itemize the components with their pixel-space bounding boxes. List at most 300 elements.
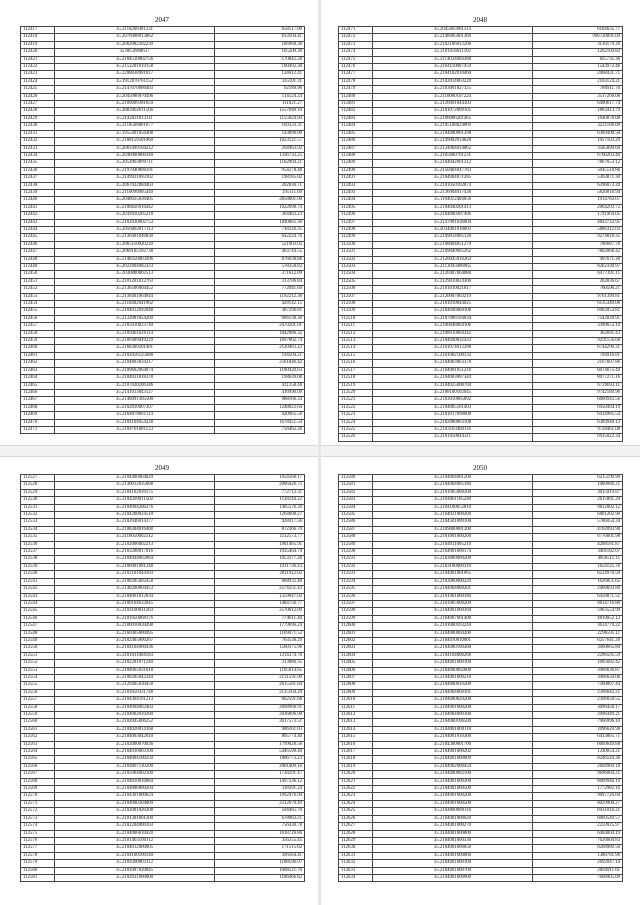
coordinate-cell: 35.2104031018378 bbox=[55, 375, 215, 382]
coordinate-cell: 35.2120045016263 bbox=[373, 256, 533, 263]
value-cell: 335101.31 bbox=[215, 78, 305, 85]
coordinate-cell: 35.2104803034317 bbox=[55, 360, 215, 367]
value-cell: 294963.92 bbox=[215, 145, 305, 152]
coordinate-cell: 35.2102106012206 bbox=[373, 41, 533, 48]
row-id-cell: 112448 bbox=[21, 256, 55, 263]
row-id-cell: 112571 bbox=[21, 800, 55, 807]
table-row bbox=[339, 434, 623, 441]
row-id-cell: 112504 bbox=[339, 271, 373, 278]
row-id-cell: 112432 bbox=[21, 138, 55, 145]
coordinate-cell: 35.2101050102074 bbox=[373, 182, 533, 189]
row-id-cell: 112484 bbox=[339, 123, 373, 130]
row-id-cell: 112511 bbox=[339, 323, 373, 330]
table-row bbox=[21, 512, 305, 519]
table-row bbox=[21, 815, 305, 822]
row-id-cell: 112541 bbox=[21, 578, 55, 585]
coordinate-cell: 35.2082082202239 bbox=[55, 41, 215, 48]
table-row bbox=[21, 256, 305, 263]
row-id-cell: 112454 bbox=[21, 301, 55, 308]
coordinate-cell: 35.2101011004183 bbox=[55, 652, 215, 659]
row-id-cell: 112614 bbox=[339, 726, 373, 733]
row-id-cell: 112630 bbox=[339, 845, 373, 852]
coordinate-cell: 35.2153201019158 bbox=[55, 64, 215, 71]
value-cell: 111021.27 bbox=[215, 101, 305, 108]
value-cell: 2135104.20 bbox=[215, 689, 305, 696]
value-cell: 760596.21 bbox=[533, 286, 623, 293]
value-cell: 2064293.72 bbox=[533, 204, 623, 211]
row-id-cell: 112446 bbox=[21, 241, 55, 248]
value-cell: 421258.48 bbox=[215, 382, 305, 389]
row-id-cell: 112558 bbox=[21, 704, 55, 711]
value-cell: 2396642.21 bbox=[533, 689, 623, 696]
row-id-cell: 112487 bbox=[339, 145, 373, 152]
table-row bbox=[339, 519, 623, 526]
coordinate-cell: 35.2045803081314 bbox=[373, 27, 533, 34]
coordinate-cell: 35.2108205002458 bbox=[55, 578, 215, 585]
value-cell: 2131591.90 bbox=[215, 674, 305, 681]
row-id-cell: 112441 bbox=[21, 204, 55, 211]
coordinate-cell: 35.2104001000009 bbox=[373, 756, 533, 763]
value-cell: 6257641.26 bbox=[533, 637, 623, 644]
value-cell: 2470201.01 bbox=[215, 323, 305, 330]
table-row bbox=[339, 704, 623, 711]
table-row bbox=[21, 704, 305, 711]
value-cell: 3390653.10 bbox=[533, 323, 623, 330]
column-divider bbox=[318, 0, 321, 905]
value-cell: 171515.62 bbox=[215, 845, 305, 852]
table-row bbox=[339, 682, 623, 689]
value-cell: 2084911.61 bbox=[533, 867, 623, 874]
table-row bbox=[339, 108, 623, 115]
row-id-cell: 112597 bbox=[339, 600, 373, 607]
value-cell: 2561846.42 bbox=[215, 360, 305, 367]
table-row bbox=[339, 338, 623, 345]
value-cell: 988166.34 bbox=[215, 397, 305, 404]
row-id-cell: 112567 bbox=[21, 771, 55, 778]
value-cell: 786687.76 bbox=[533, 241, 623, 248]
table-row bbox=[21, 426, 305, 433]
table-row bbox=[339, 697, 623, 704]
table-title: 2050 bbox=[473, 464, 487, 472]
value-cell: 1169471.52 bbox=[215, 630, 305, 637]
coordinate-cell: 35.2208838981817 bbox=[55, 71, 215, 78]
table-row bbox=[339, 571, 623, 578]
table-row bbox=[339, 93, 623, 100]
coordinate-cell: 35.2076908913862 bbox=[55, 34, 215, 41]
value-cell: 4819052.13 bbox=[533, 615, 623, 622]
row-id-cell: 112520 bbox=[339, 389, 373, 396]
table-row bbox=[339, 778, 623, 785]
row-id-cell: 112600 bbox=[339, 623, 373, 630]
row-id-cell: 112449 bbox=[21, 264, 55, 271]
table-row bbox=[339, 367, 623, 374]
value-cell: 772041.69 bbox=[215, 286, 305, 293]
value-cell: 9274818.35 bbox=[533, 234, 623, 241]
value-cell: 428142.15 bbox=[215, 301, 305, 308]
value-cell: 2858001.00 bbox=[215, 197, 305, 204]
table-row bbox=[339, 563, 623, 570]
row-id-cell: 112437 bbox=[21, 175, 55, 182]
row-id-cell: 112589 bbox=[339, 541, 373, 548]
coordinate-cell: 35.2104501000100 bbox=[373, 519, 533, 526]
value-cell: 143890.00 bbox=[215, 130, 305, 137]
value-cell: 633104.41 bbox=[215, 34, 305, 41]
coordinate-cell: 35.2101050068176 bbox=[55, 615, 215, 622]
coordinate-cell: 35.2104001000060 bbox=[373, 852, 533, 859]
row-id-cell: 112461 bbox=[21, 352, 55, 359]
value-cell: 658517.00 bbox=[215, 27, 305, 34]
table-row bbox=[21, 756, 305, 763]
coordinate-cell: 35.2102001020208 bbox=[55, 808, 215, 815]
coordinate-cell: 35.2104000100300 bbox=[373, 645, 533, 652]
table-row bbox=[21, 712, 305, 719]
value-cell: 8262330.97 bbox=[533, 264, 623, 271]
row-id-cell: 112563 bbox=[21, 741, 55, 748]
table-row bbox=[21, 175, 305, 182]
table-row bbox=[339, 652, 623, 659]
coordinate-cell: 35.2056002017113 bbox=[55, 226, 215, 233]
coordinate-cell: 35.2150404047783 bbox=[373, 167, 533, 174]
value-cell: 1840005.36 bbox=[215, 219, 305, 226]
value-cell: 906161.03 bbox=[215, 726, 305, 733]
value-cell: 6902053.81 bbox=[533, 308, 623, 315]
coordinate-cell: 35.2100010030498 bbox=[55, 623, 215, 630]
value-cell: 1008521.70 bbox=[215, 867, 305, 874]
value-cell: 2296591.11 bbox=[533, 630, 623, 637]
coordinate-cell: 35.2045086870496 bbox=[55, 93, 215, 100]
coordinate-cell: 35.2104025008704 bbox=[373, 382, 533, 389]
coordinate-cell: 35.2103000000220 bbox=[373, 578, 533, 585]
coordinate-cell: 35.2129010024306 bbox=[373, 278, 533, 285]
value-cell: 7867653.12 bbox=[533, 160, 623, 167]
coordinate-cell: 35.2104104000436 bbox=[55, 645, 215, 652]
table-row bbox=[21, 630, 305, 637]
value-cell: 6776601.98 bbox=[533, 534, 623, 541]
value-cell: 313086.35 bbox=[215, 660, 305, 667]
table-row bbox=[21, 152, 305, 159]
table-row bbox=[21, 645, 305, 652]
table-row bbox=[21, 600, 305, 607]
row-id-cell: 112556 bbox=[21, 689, 55, 696]
value-cell: 6700203.40 bbox=[533, 152, 623, 159]
coordinate-cell: 35.2102101044103 bbox=[55, 571, 215, 578]
row-id-cell: 112621 bbox=[339, 778, 373, 785]
value-cell: 3906650.06 bbox=[533, 674, 623, 681]
row-id-cell: 112515 bbox=[339, 352, 373, 359]
table-row bbox=[339, 541, 623, 548]
coordinate-cell: 35.2109409049229 bbox=[55, 338, 215, 345]
row-id-cell: 112506 bbox=[339, 286, 373, 293]
coordinate-cell: 35.2104040032433 bbox=[373, 338, 533, 345]
table-row bbox=[339, 874, 623, 881]
coordinate-cell: 35.2105004002100 bbox=[55, 771, 215, 778]
table-row bbox=[21, 778, 305, 785]
table-row bbox=[339, 101, 623, 108]
row-id-cell: 112604 bbox=[339, 652, 373, 659]
table-row bbox=[339, 749, 623, 756]
value-cell: 6950494.19 bbox=[533, 404, 623, 411]
value-cell: 2096620.98 bbox=[533, 726, 623, 733]
row-id-cell: 112579 bbox=[21, 860, 55, 867]
row-id-cell: 112463 bbox=[21, 367, 55, 374]
row-id-cell: 112443 bbox=[21, 219, 55, 226]
row-id-cell: 112473 bbox=[339, 41, 373, 48]
table-row bbox=[21, 108, 305, 115]
row-id-cell: 112472 bbox=[339, 34, 373, 41]
value-cell: 8009940.19 bbox=[533, 778, 623, 785]
coordinate-cell: 35.2109014005128 bbox=[373, 234, 533, 241]
value-cell: 1557840.10 bbox=[215, 108, 305, 115]
table-row bbox=[21, 264, 305, 271]
table-row bbox=[21, 404, 305, 411]
row-id-cell: 112453 bbox=[21, 293, 55, 300]
coordinate-cell: 35.2101201012763 bbox=[55, 278, 215, 285]
value-cell: 463744.55 bbox=[215, 249, 305, 256]
table-row bbox=[21, 593, 305, 600]
value-cell: 1359047.02 bbox=[215, 593, 305, 600]
row-id-cell: 112588 bbox=[339, 534, 373, 541]
row-id-cell: 112607 bbox=[339, 674, 373, 681]
table-panel-1 bbox=[20, 14, 304, 434]
coordinate-cell: 35.2104006000204 bbox=[55, 786, 215, 793]
value-cell: 3130179.26 bbox=[533, 41, 623, 48]
value-cell: 1022098.74 bbox=[215, 204, 305, 211]
value-cell: 6069549.57 bbox=[533, 815, 623, 822]
row-id-cell: 112522 bbox=[339, 404, 373, 411]
coordinate-cell: 35.2104001000270 bbox=[373, 823, 533, 830]
row-id-cell: 112540 bbox=[21, 571, 55, 578]
row-id-cell: 112555 bbox=[21, 682, 55, 689]
coordinate-cell: 35.2104001000100 bbox=[373, 660, 533, 667]
row-id-cell: 112533 bbox=[21, 519, 55, 526]
table-row bbox=[339, 323, 623, 330]
value-cell: 362691.43 bbox=[533, 330, 623, 337]
coordinate-cell: 35.2184510062756 bbox=[55, 56, 215, 63]
row-id-cell: 112492 bbox=[339, 182, 373, 189]
value-cell: 2312670.49 bbox=[215, 800, 305, 807]
value-cell: 202836.71 bbox=[215, 182, 305, 189]
coordinate-cell: 35.2102006002213 bbox=[55, 541, 215, 548]
coordinate-cell: 35.2101072009105 bbox=[373, 108, 533, 115]
value-cell: 2011912.02 bbox=[215, 571, 305, 578]
row-id-cell: 112616 bbox=[339, 741, 373, 748]
value-cell: 1957103.29 bbox=[533, 138, 623, 145]
table-row bbox=[339, 586, 623, 593]
coordinate-cell: 35.2141013043127 bbox=[55, 389, 215, 396]
table-row bbox=[339, 815, 623, 822]
row-id-cell: 112490 bbox=[339, 167, 373, 174]
value-cell: 1105614.65 bbox=[215, 667, 305, 674]
value-cell: 6074675.49 bbox=[533, 367, 623, 374]
coordinate-cell: 35.2108304016400 bbox=[55, 526, 215, 533]
row-id-cell: 112611 bbox=[339, 704, 373, 711]
value-cell: 1380781.96 bbox=[533, 852, 623, 859]
table-row bbox=[339, 623, 623, 630]
row-id-cell: 112624 bbox=[339, 800, 373, 807]
row-id-cell: 112631 bbox=[339, 852, 373, 859]
table-row bbox=[21, 286, 305, 293]
coordinate-cell: 35.2105108024069 bbox=[373, 123, 533, 130]
coordinate-cell: 35.2104004060101 bbox=[373, 689, 533, 696]
value-cell: 928417.56 bbox=[215, 519, 305, 526]
row-id-cell: 112559 bbox=[21, 712, 55, 719]
row-id-cell: 112570 bbox=[21, 793, 55, 800]
value-cell: 105200.30 bbox=[215, 49, 305, 56]
row-id-cell: 112456 bbox=[21, 315, 55, 322]
value-cell: 825735.36 bbox=[533, 56, 623, 63]
table-row bbox=[339, 315, 623, 322]
coordinate-cell: 35.2102030002753 bbox=[55, 219, 215, 226]
value-cell: 5963554.99 bbox=[533, 608, 623, 615]
value-cell: 2006426.75 bbox=[215, 482, 305, 489]
value-cell: 114524.24 bbox=[215, 93, 305, 100]
row-id-cell: 112423 bbox=[21, 71, 55, 78]
value-cell: 5303871.30 bbox=[533, 175, 623, 182]
row-id-cell: 112599 bbox=[339, 615, 373, 622]
row-id-cell: 112521 bbox=[339, 397, 373, 404]
row-id-cell: 112417 bbox=[21, 27, 55, 34]
value-cell: 92189.96 bbox=[215, 86, 305, 93]
row-id-cell: 112586 bbox=[339, 519, 373, 526]
value-cell: 371612.09 bbox=[215, 271, 305, 278]
coordinate-cell: 35.2104011005210 bbox=[373, 541, 533, 548]
table-row bbox=[21, 578, 305, 585]
table-row bbox=[339, 86, 623, 93]
value-cell: 8268980.56 bbox=[533, 845, 623, 852]
row-id-cell: 112508 bbox=[339, 301, 373, 308]
table-row bbox=[339, 123, 623, 130]
value-cell: 1779696.24 bbox=[215, 623, 305, 630]
row-id-cell: 112538 bbox=[21, 556, 55, 563]
coordinate-cell: 35.2101050044311 bbox=[373, 434, 533, 441]
table-row bbox=[21, 301, 305, 308]
table-row bbox=[339, 197, 623, 204]
value-cell: 9812002.12 bbox=[533, 504, 623, 511]
coordinate-cell: 35.2104001000300 bbox=[373, 778, 533, 785]
coordinate-cell: 35.2104004000100 bbox=[373, 712, 533, 719]
coordinate-cell: 35.2126001044103 bbox=[373, 101, 533, 108]
value-cell: 1772982.16 bbox=[533, 786, 623, 793]
coordinate-cell: 35.2101002100132 bbox=[373, 352, 533, 359]
table-row bbox=[339, 763, 623, 770]
value-cell: 1497236.12 bbox=[215, 778, 305, 785]
coordinate-cell: 35.2102201071240 bbox=[55, 660, 215, 667]
coordinate-cell: 35.2104001010300 bbox=[373, 734, 533, 741]
row-id-cell: 112481 bbox=[339, 101, 373, 108]
value-cell: 1248822.64 bbox=[215, 404, 305, 411]
row-id-cell: 112439 bbox=[21, 189, 55, 196]
value-cell: 2120463.23 bbox=[215, 345, 305, 352]
value-cell: 1799028.56 bbox=[215, 741, 305, 748]
value-cell: 1112573.77 bbox=[215, 534, 305, 541]
coordinate-cell: 35.2104040201413 bbox=[373, 204, 533, 211]
value-cell: 1931736.43 bbox=[215, 563, 305, 570]
row-id-cell: 112576 bbox=[21, 837, 55, 844]
table-row bbox=[339, 786, 623, 793]
table-row bbox=[21, 852, 305, 859]
row-id-cell: 112475 bbox=[339, 56, 373, 63]
table-row bbox=[21, 556, 305, 563]
coordinate-cell: 35.2101001000180 bbox=[373, 593, 533, 600]
table-row bbox=[21, 563, 305, 570]
table-row bbox=[339, 600, 623, 607]
row-id-cell: 112491 bbox=[339, 175, 373, 182]
coordinate-cell: 35.2104003063378 bbox=[373, 360, 533, 367]
coordinate-cell: 35.2104010003100 bbox=[55, 749, 215, 756]
row-id-cell: 112572 bbox=[21, 808, 55, 815]
row-id-cell: 112429 bbox=[21, 115, 55, 122]
coordinate-cell: 35.2104001000700 bbox=[373, 867, 533, 874]
coordinate-cell: 35.2104300001700 bbox=[373, 741, 533, 748]
coordinate-cell: 35.2046000860340 bbox=[55, 152, 215, 159]
value-cell: 3960665.80 bbox=[533, 645, 623, 652]
row-id-cell: 112553 bbox=[21, 667, 55, 674]
coordinate-cell: 35.2104001000210 bbox=[373, 674, 533, 681]
row-id-cell: 112438 bbox=[21, 182, 55, 189]
table-row bbox=[21, 412, 305, 419]
table-row bbox=[21, 497, 305, 504]
table-row bbox=[339, 419, 623, 426]
table-row bbox=[21, 367, 305, 374]
coordinate-cell: 35.2149921093102 bbox=[55, 175, 215, 182]
coordinate-cell: 35.2113045006965 bbox=[373, 264, 533, 271]
coordinate-cell: 35.2104061105240 bbox=[373, 497, 533, 504]
coordinate-cell: 35.2104003042010 bbox=[55, 734, 215, 741]
table-row bbox=[21, 271, 305, 278]
value-cell: 6135349.06 bbox=[533, 301, 623, 308]
row-id-cell: 112564 bbox=[21, 749, 55, 756]
table-row bbox=[339, 645, 623, 652]
coordinate-cell: 35.2140200004453 bbox=[55, 586, 215, 593]
table-row bbox=[21, 293, 305, 300]
coordinate-cell: 35.2104110007459 bbox=[373, 64, 533, 71]
coordinate-cell: 35.2083499104212 bbox=[55, 145, 215, 152]
table-row bbox=[339, 482, 623, 489]
table-row bbox=[339, 830, 623, 837]
row-id-cell: 112421 bbox=[21, 56, 55, 63]
coordinate-cell: 35.2104031000200 bbox=[373, 512, 533, 519]
row-id-cell: 112503 bbox=[339, 264, 373, 271]
value-cell: 3221186.09 bbox=[533, 123, 623, 130]
coordinate-cell: 35.2168309201401 bbox=[55, 345, 215, 352]
value-cell: 872366.70 bbox=[215, 526, 305, 533]
coordinate-cell: 35.2160405000495 bbox=[55, 630, 215, 637]
coordinate-cell: 35.2104004000201 bbox=[373, 586, 533, 593]
coordinate-cell: 35.2104001000900 bbox=[373, 874, 533, 881]
value-cell: 6404004.19 bbox=[533, 830, 623, 837]
row-id-cell: 112590 bbox=[339, 549, 373, 556]
value-cell: 1992476.94 bbox=[215, 793, 305, 800]
table-row bbox=[21, 623, 305, 630]
row-id-cell: 112596 bbox=[339, 593, 373, 600]
coordinate-cell: 35.2101050331748 bbox=[55, 689, 215, 696]
value-cell: 954278.48 bbox=[215, 167, 305, 174]
coordinate-cell: 35.2101005000209 bbox=[373, 600, 533, 607]
coordinate-cell: 35.2104001000202 bbox=[373, 749, 533, 756]
coordinate-cell: 35.1912870761152 bbox=[55, 78, 215, 85]
value-cell: 1697802.74 bbox=[215, 338, 305, 345]
value-cell: 5826018.94 bbox=[533, 189, 623, 196]
table-row bbox=[339, 160, 623, 167]
row-id-cell: 112569 bbox=[21, 786, 55, 793]
row-id-cell: 112550 bbox=[21, 645, 55, 652]
row-id-cell: 112444 bbox=[21, 226, 55, 233]
coordinate-cell: 35.2104000004200 bbox=[373, 630, 533, 637]
table-row bbox=[339, 345, 623, 352]
row-id-cell: 112598 bbox=[339, 608, 373, 615]
coordinate-cell: 35.2184080001398 bbox=[373, 130, 533, 137]
table-row bbox=[339, 526, 623, 533]
